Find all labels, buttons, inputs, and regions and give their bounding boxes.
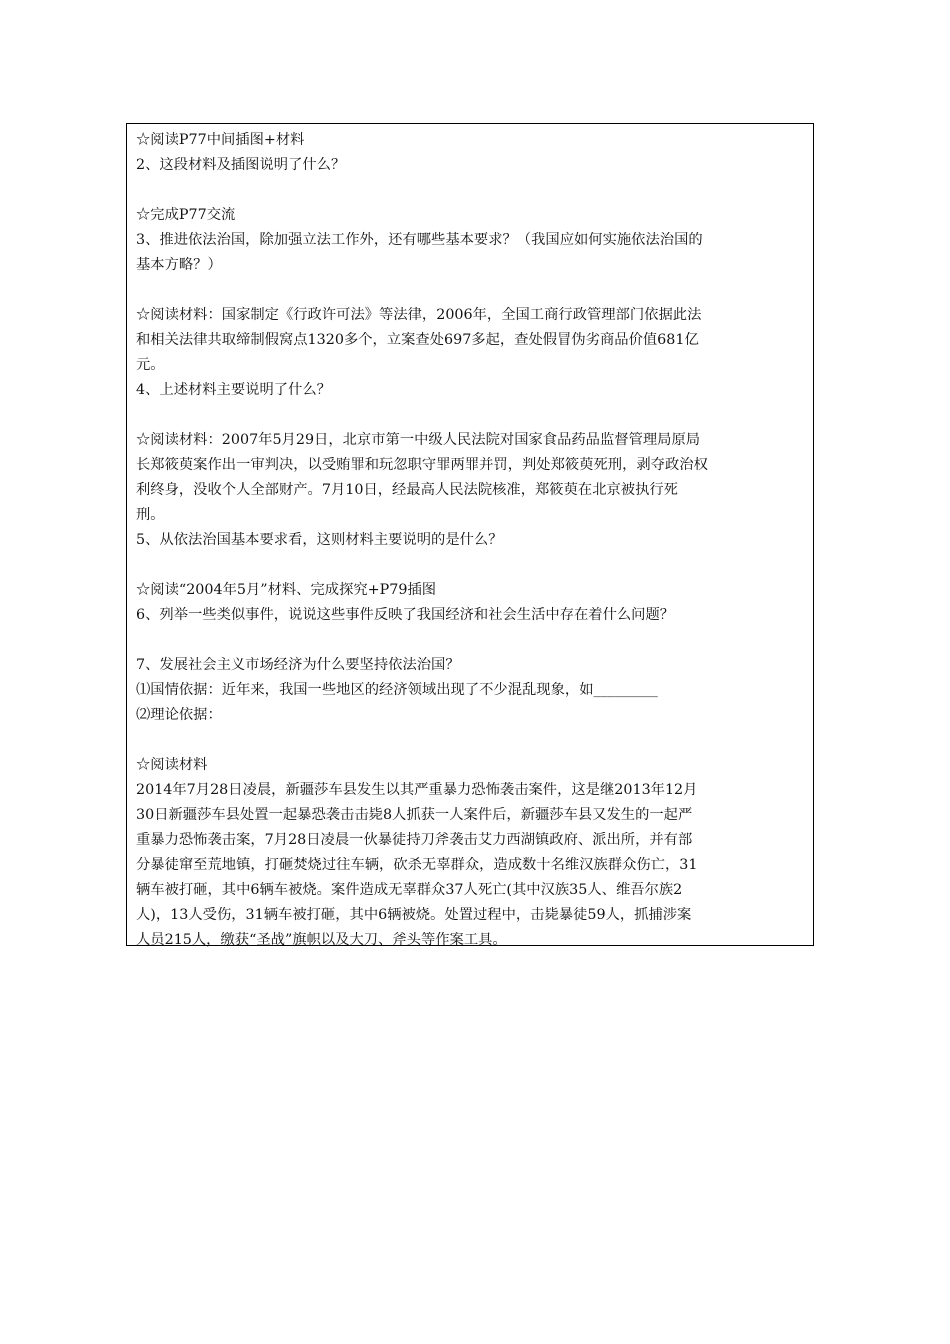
question-5: 5、从依法治国基本要求看，这则材料主要说明的是什么？: [136, 532, 503, 548]
question-3: 3、推进依法治国，除加强立法工作外，还有哪些基本要求？（我国应如何实施依法治国的: [136, 232, 703, 248]
material-text: 分暴徒窜至荒地镇，打砸焚烧过往车辆，砍杀无辜群众，造成数十名维汉族群众伤亡，31: [136, 857, 698, 873]
question-7: 7、发展社会主义市场经济为什么要坚持依法治国？: [136, 657, 460, 673]
material-text: 人)，13人受伤，31辆车被打砸，其中6辆被烧。处置过程中，击毙暴徒59人，抓捕涉案: [136, 907, 692, 923]
material-text: 长郑筱萸案作出一审判决，以受贿罪和玩忽职守罪两罪并罚，判处郑筱萸死刑，剥夺政治权: [136, 457, 708, 473]
blank-line: [136, 628, 805, 653]
question-6: 6、列举一些类似事件，说说这些事件反映了我国经济和社会生活中存在着什么问题？: [136, 607, 675, 623]
text-line: ☆阅读“2004年5月”材料、完成探究+P79插图: [136, 582, 437, 598]
material-text: 元。: [136, 357, 165, 373]
material-text: 利终身，没收个人全部财产。7月10日，经最高人民法院核准，郑筱萸在北京被执行死: [136, 482, 678, 498]
answer-line-2: ⑵理论依据：: [136, 707, 222, 723]
material-text: 30日新疆莎车县处置一起暴恐袭击击毙8人抓获一人案件后，新疆莎车县又发生的一起严: [136, 807, 693, 823]
text-line: ☆完成P77交流: [136, 207, 236, 223]
material-text: 辆车被打砸，其中6辆车被烧。案件造成无辜群众37人死亡(其中汉族35人、维吾尔族2: [136, 882, 683, 898]
material-text: 重暴力恐怖袭击案，7月28日凌晨一伙暴徒持刀斧袭击艾力西湖镇政府、派出所，并有部: [136, 832, 693, 848]
text-line: 基本方略？）: [136, 257, 222, 273]
material-text: 2014年7月28日凌晨，新疆莎车县发生以其严重暴力恐怖袭击案件，这是继2013年12月: [136, 782, 698, 798]
material-text: 刑。: [136, 507, 165, 523]
blank-line: [136, 178, 805, 203]
content-box: [126, 123, 814, 946]
material-text: 和相关法律共取缔制假窝点1320多个，立案查处697多起，查处假冒伪劣商品价值681亿: [136, 332, 699, 348]
text-line: ☆阅读材料: [136, 757, 208, 773]
blank-line: [136, 278, 805, 303]
answer-line-1: ⑴国情依据：近年来，我国一些地区的经济领域出现了不少混乱现象，如_________: [136, 682, 658, 698]
question-4: 4、上述材料主要说明了什么？: [136, 382, 331, 398]
material-text: ☆阅读材料：2007年5月29日，北京市第一中级人民法院对国家食品药品监督管理局原局: [136, 432, 701, 448]
question-2: 2、这段材料及插图说明了什么？: [136, 157, 346, 173]
text-line: ☆阅读P77中间插图+材料: [136, 132, 305, 148]
blank-line: [136, 728, 805, 753]
material-text: ☆阅读材料：国家制定《行政许可法》等法律，2006年，全国工商行政管理部门依据此法: [136, 307, 702, 323]
material-text: 人员215人，缴获“圣战”旗帜以及大刀、斧头等作案工具。: [136, 932, 507, 948]
blank-line: [136, 553, 805, 578]
blank-line: [136, 403, 805, 428]
